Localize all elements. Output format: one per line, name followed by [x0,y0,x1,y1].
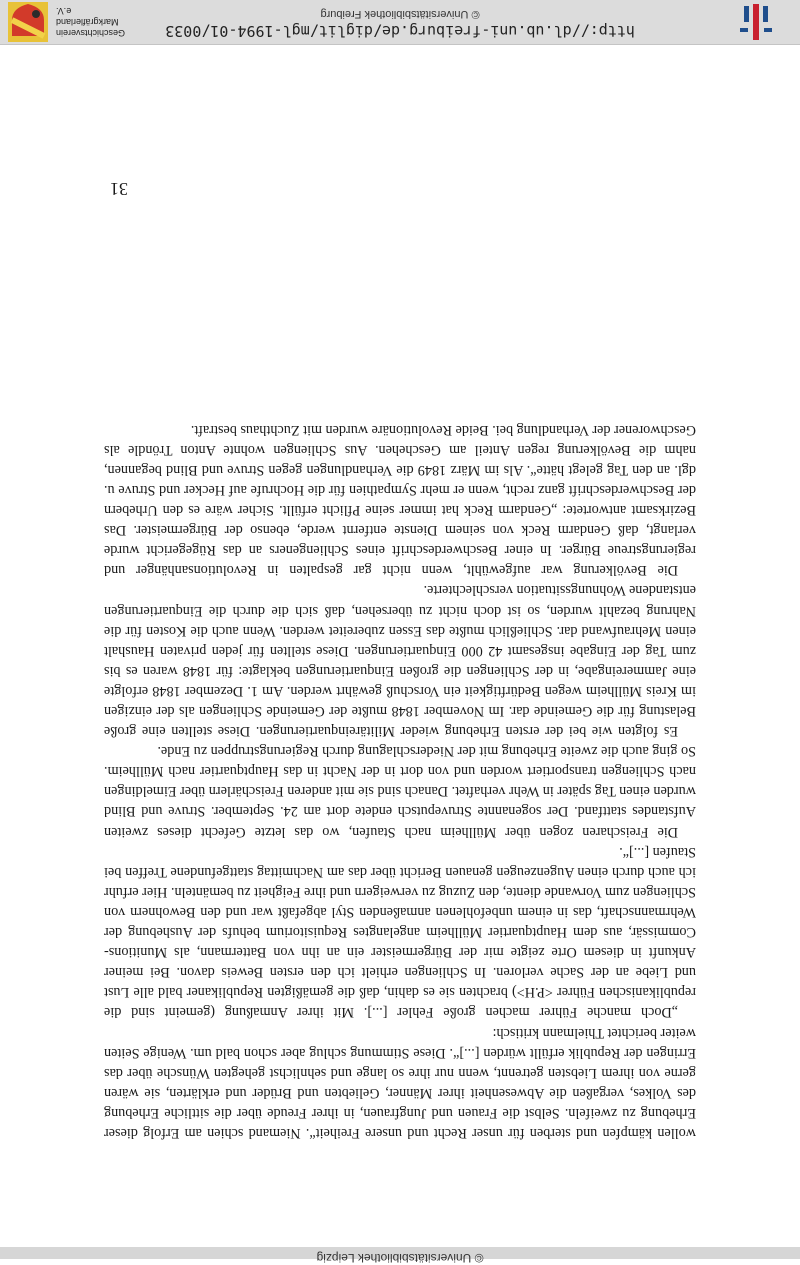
header-copyright: © Universitätsbibliothek Leipzig [316,1251,484,1265]
paragraph: „Doch manche Führer machen große Fehler [...]. Mit ihrer Anmaßung (gemeint sind die republikanischen Führer <P.H>) brachten sie es dahin, daß die gemäßigten Republikaner bald alle Lust und Liebe an der Sache verloren. In Schliengen erhielt ich den ersten Beweis davon. Bei meiner Ankunft in diesem Orte zeigte mir der Bürgermeister ein an ihn von Battermann, als Munitions-Commissär, aus dem Hauptquartier Müllheim angelangtes Requisitorium behufs der Aushebung der Wehrmannschaft, das in einem unbefohlenen anmaßenden Styl abgefaßt war und den Bewohnern von Schliengen zum Vorwande diente, den Zuzug zu verweigern und ihre Feigheit zu bemänteln. Hier erfuhr ich auch durch einen Augenzeugen genauen Bericht über das am Nachmittag stattgefundene Treffen bei Staufen [...]“. [103,843,696,1021]
verein-line2: Markgräflerland e.V. [56,6,119,27]
coat-of-arms-icon [8,2,48,42]
verein-line1: Geschichtsverein [56,28,126,38]
paragraph: Die Freischaren zogen über Müllheim nach Staufen, wo das letzte Gefecht dieses zweiten Aufstandes stattfand. Der sogenannte Struveputsch endete dort am 24. September. Struve und Blind wurden einen Tag später in Wehr verhaftet. Danach sind sie mit anderen Freischärlern über Eimeldingen nach Schliengen transportiert worden und von dort in der Nacht in das Hauptquartier nach Müllheim. So ging auch die zweite Erhebung mit der Niederschlagung durch Regierungstruppen zu Ende. [104,743,696,840]
footer-bar [0,0,800,45]
verein-block [8,2,136,42]
verein-name [56,5,136,38]
document-body [104,420,696,1143]
header-bar [0,1247,800,1265]
page-number: 31 [110,179,128,199]
document-url[interactable]: http://dl.ub.uni-freiburg.de/diglit/mgl-1994-01/0033 [165,22,635,40]
paragraph: wollen kämpfen und sterben für unser Recht und unsere Freiheit“. Niemand schien am Erfolg dieser Erhebung zu zweifeln. Selbst die Frauen und Jungfrauen, in ihrer Freude über die sittliche Erhebung des Volkes, vergaßen die Abwesenheit ihrer Männer, Geliebten und Brüder und erklärten, sie wären gerne von ihrem Liebsten getrennt, wenn nur ihre so lange und sehnlichst gehegten Wünsche über das Erringen der Republik erfüllt würden [...]“. Diese Stimmung schlug aber schon bald um. Wenige Seiten weiter berichtet Thielmann kritisch: [104,1024,696,1141]
paragraph: Es folgten wie bei der ersten Erhebung wieder Militäreinquartierungen. Diese stellten eine große Belastung für die Gemeinde dar. Im November 1848 mußte der Gemeinde Schliengen als der einzigen im Kreis Müllheim wegen Bedürftigkeit ein Vorschuß gewährt werden. Am 1. Dezember 1848 erfolgte eine Jammereingabe, in der Schliengen die großen Einquartierungen beklagte: für 1848 waren es bis zum Tag der Eingabe insgesamt 42 000 Einquartierungen. Diese stellten für jeden privaten Haushalt einen Mehraufwand dar. Schließlich mußte das Essen zubereitet werden. Wenn auch die Kosten für die Nahrung bezahlt wurden, so ist doch nicht zu übersehen, daß sich die durch die Einquartierungen entstandene Wohnungssituation verschlechterte. [104,582,696,740]
footer-copyright: © Universitätsbibliothek Freiburg [320,8,480,20]
paragraph: Die Bevölkerung war aufgewühlt, wenn nicht gar gespalten in Revolutionsanhänger und regierungstreue Bürger. In einer Beschwerdeschrift eines Schliengeners an das Rügegericht wurde verlangt, daß Gendarm Reck von seinem Dienste entfernt werde, ebenso der Bürgermeister. Das Bezirksamt antwortete: „Gendarm Reck hat immer seine Pflicht erfüllt. Sicher wäre es den Urhebern der Beschwerdeschrift ganz recht, wenn er mehr Sympathien für die Hochrufe auf Hecker und Struve u. dgl. an den Tag gelegt hätte“. Als im März 1849 die Verhandlungen gegen Struve und Blind begannen, nahm die Bevölkerung regen Anteil am Geschehen. Aus Schliengen wohnte Anton Tröndle als Geschworener der Verhandlung bei. Beide Revolutionäre wurden mit Zuchthaus bestraft. [104,421,696,579]
